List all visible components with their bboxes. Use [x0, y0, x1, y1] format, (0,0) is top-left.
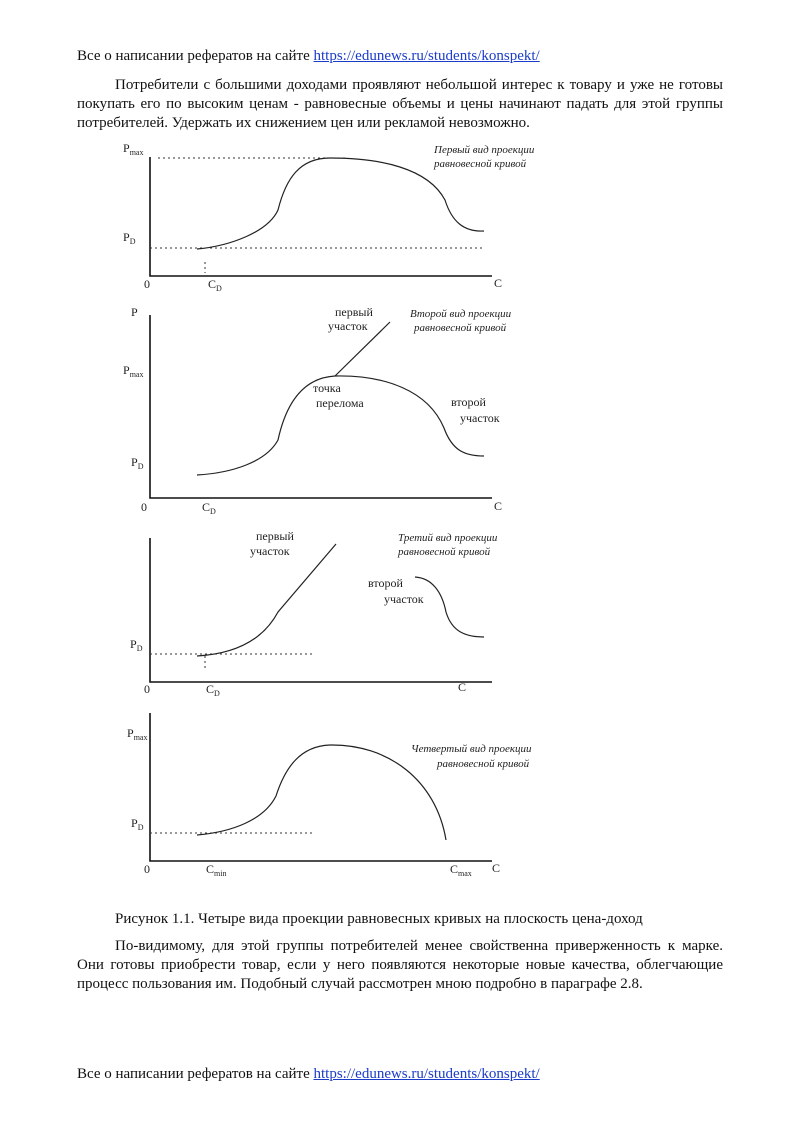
panel3-axes: [150, 538, 492, 682]
panel-4: [127, 713, 532, 878]
panel2-second-line1: второй: [451, 395, 486, 409]
panel2-note-line1: Второй вид проекции: [410, 308, 512, 320]
intro-paragraph: Потребители с большими доходами проявляют небольшой интерес к товару и уже не готовы покупать его по высоким ценам - равновесные объемы и цены начинают падать для этой группы потребителей. Удержать их снижением цен или рекламой невозможно.: [77, 77, 723, 131]
panel4-pd-label: $P_D$: [131, 816, 144, 832]
panel1-note-line1: Первый вид проекции: [434, 144, 535, 156]
panel3-x-label: C: [458, 680, 467, 694]
panel2-point-line2: перелома: [316, 396, 364, 410]
panel1-cd-label: $C_D$: [208, 277, 222, 293]
panel2-x-label: C: [494, 499, 503, 513]
footer-text: Все о написании рефератов на сайте: [77, 1066, 314, 1082]
panel3-first-line2: участок: [250, 544, 290, 558]
panel4-x-label: C: [492, 861, 501, 875]
panel2-note-line2: равновесной кривой: [414, 322, 507, 334]
panel3-second-line1: второй: [368, 576, 403, 590]
panel1-curve: [197, 158, 484, 249]
panel2-pd-label: $P_D$: [131, 455, 144, 471]
panel3-note-line1: Третий вид проекции: [398, 532, 498, 544]
panel1-note-line2: равновесной кривой: [434, 158, 527, 170]
panel3-note-line2: равновесной кривой: [398, 546, 491, 558]
panel4-curve: [197, 745, 446, 840]
header-text: Все о написании рефератов на сайте: [77, 48, 314, 64]
figure-caption: Рисунок 1.1. Четыре вида проекции равновесных кривых на плоскость цена-доход: [115, 911, 643, 927]
panel3-origin: 0: [144, 682, 150, 696]
panel3-pd-label: $P_D$: [130, 637, 143, 653]
panel1-origin: 0: [144, 277, 150, 291]
panel3-second-line2: участок: [384, 592, 424, 606]
body-paragraph: По-видимому, для этой группы потребителей менее свойственна приверженность к марке. Они готовы приобрести товар, если у него появляются некоторые новые качества, облегчающие процесс пользования им. Подобный случай рассмотрен мною подробно в параграфе 2.8.: [77, 938, 723, 992]
panel-3: [130, 529, 498, 698]
panel1-x-label: C: [494, 276, 503, 290]
panel2-cd-label: $C_D$: [202, 500, 216, 516]
panel3-cd-label: $C_D$: [206, 682, 220, 698]
panel2-first-line2: участок: [328, 319, 368, 333]
panel2-point-line1: точка: [313, 381, 341, 395]
panel2-y-label: P: [131, 305, 138, 319]
panel1-pd-label: $P_D$: [123, 230, 136, 246]
panel4-cmin-label: $C_{min}$: [206, 862, 227, 878]
panel2-first-line1: первый: [335, 305, 373, 319]
footer-line: [77, 1066, 540, 1083]
panel4-note-line2: равновесной кривой: [437, 758, 530, 770]
panel4-cmax-label: $C_{max}$: [450, 862, 472, 878]
panel4-pmax-label: $P_{max}$: [127, 726, 148, 742]
panel2-second-line2: участок: [460, 411, 500, 425]
panel-1: [123, 141, 535, 293]
panel2-pmax-label: $P_{max}$: [123, 363, 144, 379]
panel1-pmax-label: $P_{max}$: [123, 141, 144, 157]
panel4-note-line1: Четвертый вид проекции: [411, 743, 532, 755]
panel4-origin: 0: [144, 862, 150, 876]
header-link[interactable]: https://edunews.ru/students/konspekt/: [313, 48, 540, 64]
panel3-first-segment: [197, 544, 336, 656]
panel-2: [123, 305, 512, 516]
panel3-first-line1: первый: [256, 529, 294, 543]
panel2-origin: 0: [141, 500, 147, 514]
panel4-axes: [150, 713, 492, 861]
panel1-axes: [150, 157, 492, 276]
footer-link[interactable]: https://edunews.ru/students/konspekt/: [313, 1066, 540, 1082]
panel3-second-segment: [415, 577, 484, 637]
